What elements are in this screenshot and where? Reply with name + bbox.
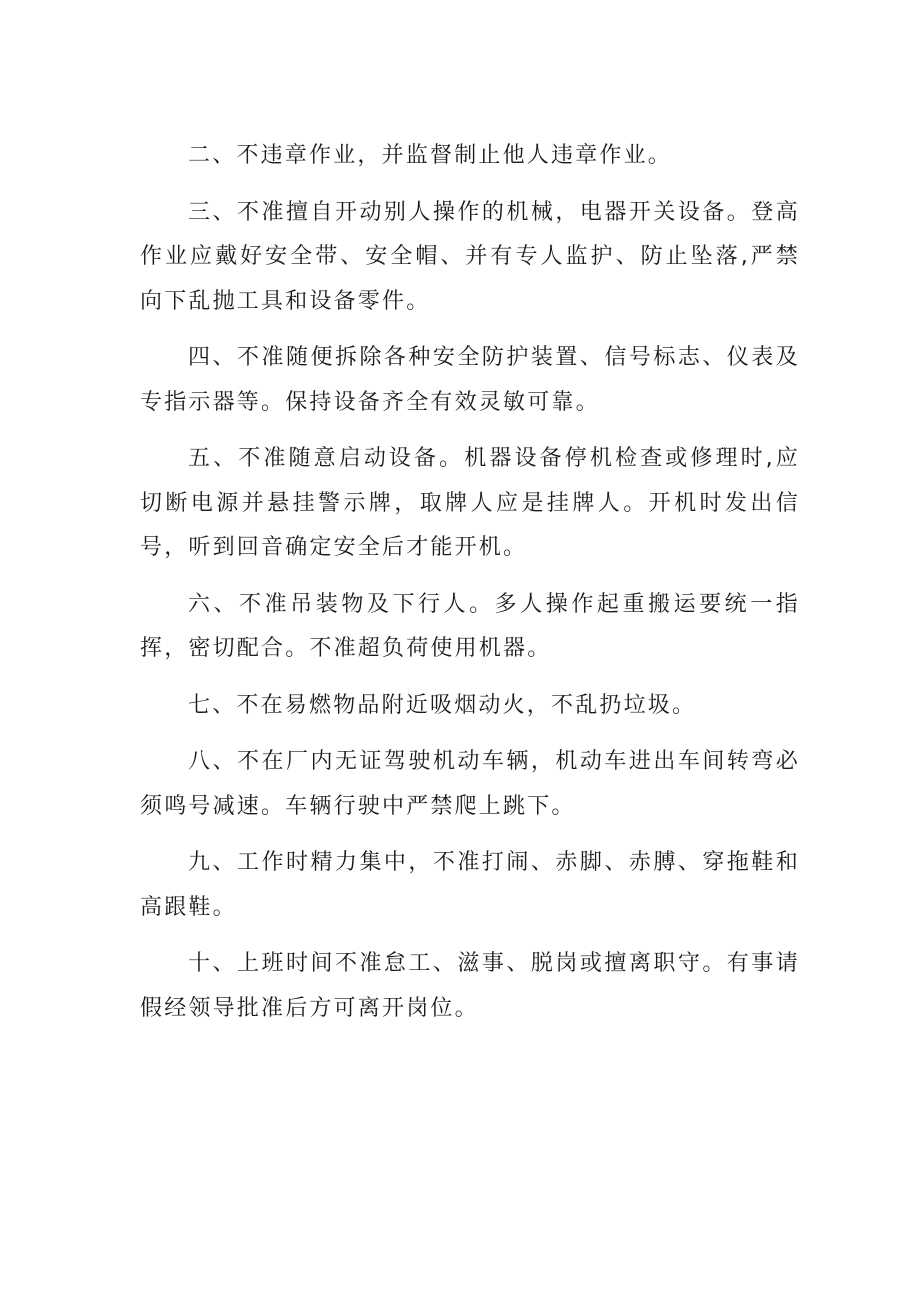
rule-paragraph-2: 二、不违章作业，并监督制止他人违章作业。 bbox=[188, 143, 673, 168]
rule-paragraph-7: 七、不在易燃物品附近吸烟动火，不乱扔垃圾。 bbox=[188, 692, 697, 718]
rule-paragraph-9: 九、工作时精力集中，不准打闹、赤脚、赤膊、穿拖鞋和高跟鞋。 bbox=[140, 850, 800, 920]
document-body bbox=[140, 134, 800, 1043]
rule-paragraph-4: 四、不准随便拆除各种安全防护装置、信号标志、仪表及专指示器等。保持设备齐全有效灵敏可靠。 bbox=[140, 345, 800, 415]
rule-paragraph-8: 八、不在厂内无证驾驶机动车辆，机动车进出车间转弯必须鸣号减速。车辆行驶中严禁爬上跳下。 bbox=[140, 749, 800, 819]
rule-paragraph-3: 三、不准擅自开动别人操作的机械，电器开关设备。登高作业应戴好安全带、安全帽、并有专人监护、防止坠落,严禁向下乱抛工具和设备零件。 bbox=[140, 199, 800, 314]
rule-paragraph-10: 十、上班时间不准怠工、滋事、脱岗或擅离职守。有事请假经领导批准后方可离开岗位。 bbox=[140, 951, 800, 1021]
rule-paragraph-6: 六、不准吊装物及下行人。多人操作起重搬运要统一指挥，密切配合。不准超负荷使用机器。 bbox=[140, 591, 800, 661]
rule-paragraph-5: 五、不准随意启动设备。机器设备停机检查或修理时,应切断电源并悬挂警示牌，取牌人应是挂牌人。开机时发出信号，听到回音确定安全后才能开机。 bbox=[140, 446, 800, 560]
